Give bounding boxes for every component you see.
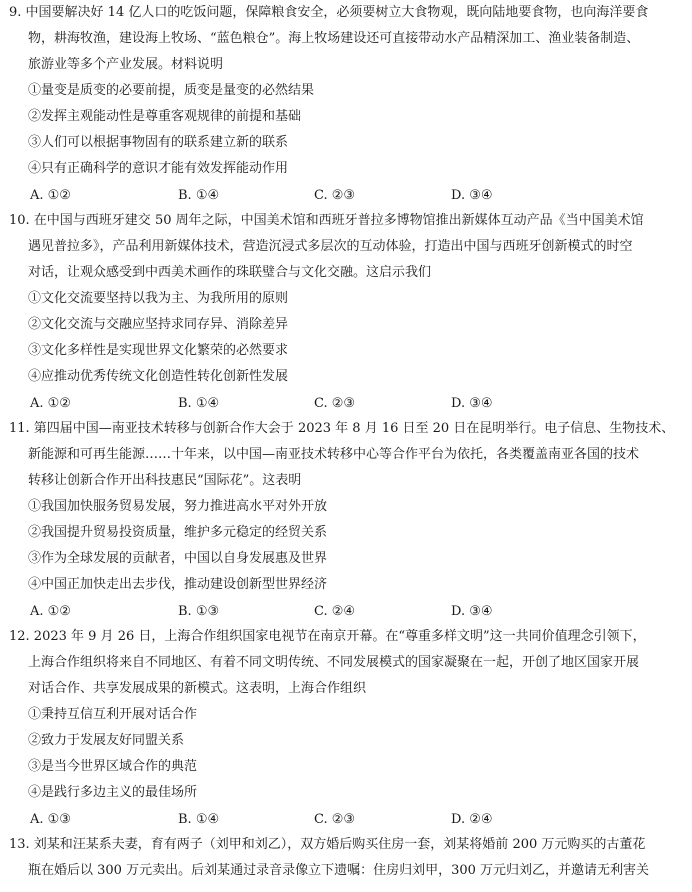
choice-d[interactable]: D. ③④ [451,188,493,203]
statement-option: ②文化交流与交融应坚持求同存异、消除差异 [28,317,289,332]
choice-a[interactable]: A. ①② [30,396,71,411]
statement-option: ④是践行多边主义的最佳场所 [28,785,198,800]
question-stem-line: 13. 刘某和汪某系夫妻，育有两子（刘甲和刘乙），双方婚后购买住房一套，刘某将婚前 200 万元购买的古董花 [9,837,646,852]
statement-option: ④只有正确科学的意识才能有效发挥能动作用 [28,161,289,176]
choice-b[interactable]: B. ①③ [178,604,220,619]
answer-choices [0,599,692,625]
statement-option: ①文化交流要坚持以我为主、为我所用的原则 [28,291,289,306]
statement-option: ③是当今世界区域合作的典范 [28,759,198,774]
question-stem-line: 物，耕海牧渔，建设海上牧场、“蓝色粮仓”。海上牧场建设还可直接带动水产品精深加工、渔业装备制造、 [28,31,640,46]
choice-c[interactable]: C. ②③ [314,812,356,827]
question-stem-line: 10. 在中国与西班牙建交 50 周年之际，中国美术馆和西班牙普拉多博物馆推出新媒体互动产品《当中国美术馆 [9,213,644,228]
question-stem-line: 转移让创新合作开出科技惠民“国际花”。这表明 [28,473,302,488]
question-stem-line: 对话合作、共享发展成果的新模式。这表明，上海合作组织 [28,681,367,696]
statement-option: ②致力于发展友好同盟关系 [28,733,185,748]
choice-c[interactable]: C. ②③ [314,188,356,203]
answer-choices [0,807,692,833]
statement-option: ②发挥主观能动性是尊重客观规律的前提和基础 [28,109,302,124]
statement-option: ③人们可以根据事物固有的联系建立新的联系 [28,135,289,150]
statement-option: ①秉持互信互利开展对话合作 [28,707,198,722]
question-stem-line: 上海合作组织将来自不同地区、有着不同文明传统、不同发展模式的国家凝聚在一起，开创了地区国家开展 [28,655,640,670]
question-stem-line: 新能源和可再生能源……十年来，以中国—南亚技术转移中心等合作平台为依托，各类覆盖南亚各国的技术 [28,447,640,462]
choice-d[interactable]: D. ③④ [451,396,493,411]
choice-a[interactable]: A. ①② [30,188,71,203]
question-stem-line: 瓶在婚后以 300 万元卖出。后刘某通过录音录像立下遗嘱：住房归刘甲，300 万元归刘乙，并邀请无利害关 [28,863,650,878]
choice-c[interactable]: C. ②③ [314,396,356,411]
statement-option: ②我国提升贸易投资质量，维护多元稳定的经贸关系 [28,525,328,540]
question-stem-line: 11. 第四届中国—南亚技术转移与创新合作大会于 2023 年 8 月 16 日至 20 日在昆明举行。电子信息、生物技术、 [9,421,675,436]
statement-option: ①我国加快服务贸易发展，努力推进高水平对外开放 [28,499,328,514]
choice-b[interactable]: B. ①④ [178,812,220,827]
choice-b[interactable]: B. ①④ [178,188,220,203]
choice-a[interactable]: A. ①② [30,604,71,619]
question-stem-line: 12. 2023 年 9 月 26 日，上海合作组织国家电视节在南京开幕。在“尊重多样文明”这一共同价值理念引领下， [9,629,646,644]
statement-option: ①量变是质变的必要前提，质变是量变的必然结果 [28,83,315,98]
question-stem-line: 9. 中国要解决好 14 亿人口的吃饭问题，保障粮食安全，必须要树立大食物观，既向陆地要食物，也向海洋要食 [9,5,649,20]
choice-a[interactable]: A. ①③ [30,812,71,827]
question-stem-line: 对话，让观众感受到中西美术画作的珠联璧合与文化交融。这启示我们 [28,265,432,280]
choice-d[interactable]: D. ③④ [451,604,493,619]
statement-option: ③文化多样性是实现世界文化繁荣的必然要求 [28,343,289,358]
answer-choices [0,391,692,417]
statement-option: ④应推动优秀传统文化创造性转化创新性发展 [28,369,289,384]
question-stem-line: 遇见普拉多》，产品利用新媒体技术，营造沉浸式多层次的互动体验，打造出中国与西班牙创新模式的时空 [28,239,633,254]
statement-option: ③作为全球发展的贡献者，中国以自身发展惠及世界 [28,551,328,566]
choice-c[interactable]: C. ②④ [314,604,356,619]
answer-choices [0,183,692,209]
statement-option: ④中国正加快走出去步伐，推动建设创新型世界经济 [28,577,328,592]
choice-b[interactable]: B. ①④ [178,396,220,411]
choice-d[interactable]: D. ②④ [451,812,493,827]
question-stem-line: 旅游业等多个产业发展。材料说明 [28,57,224,72]
